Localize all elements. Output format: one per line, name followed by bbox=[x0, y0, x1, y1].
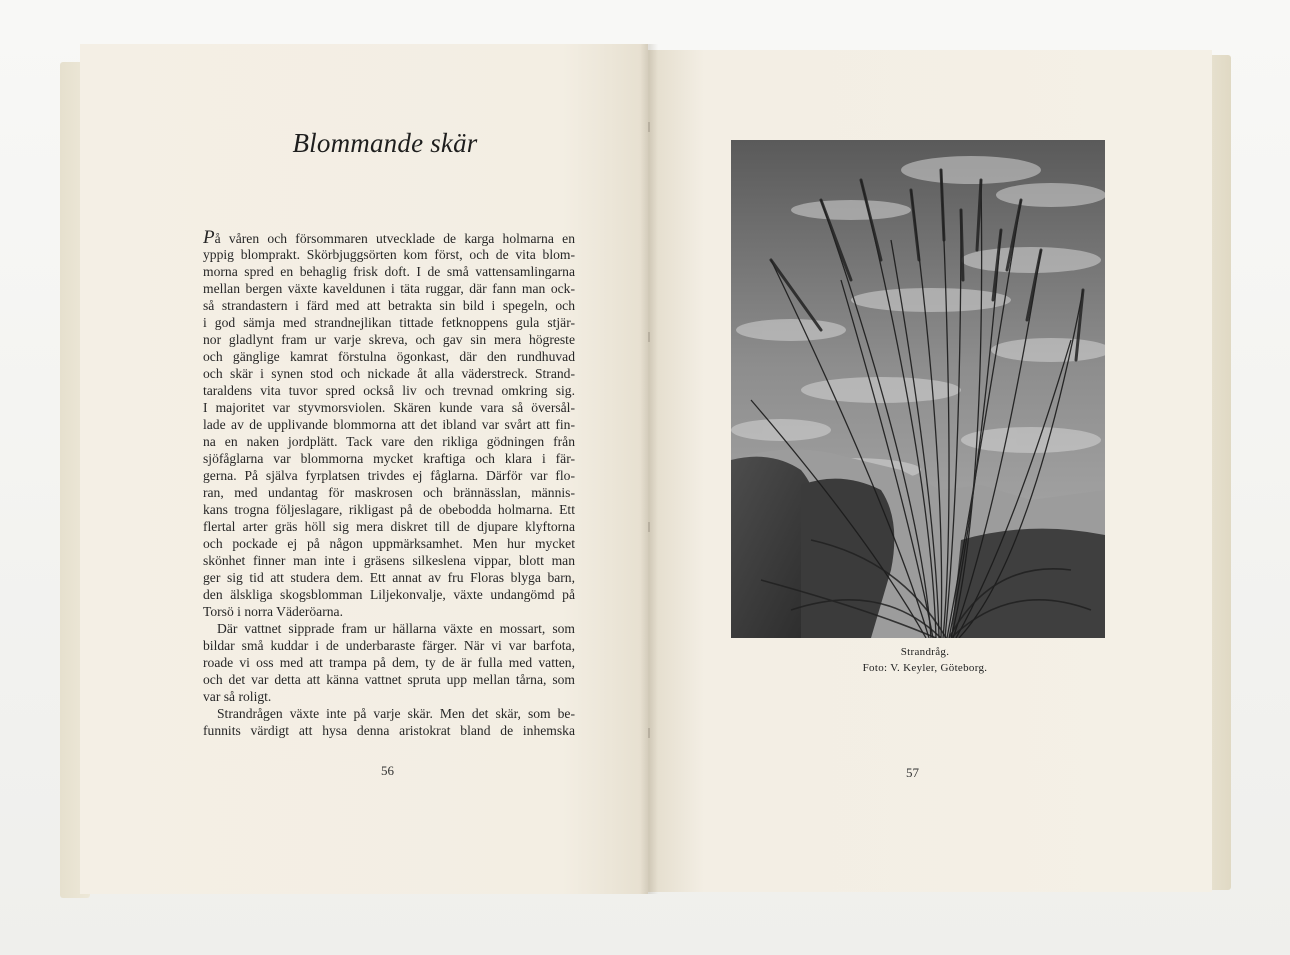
text-line: na en naken jordplätt. Tack vare den rikliga gödningen från bbox=[203, 434, 575, 449]
page-number-left: 56 bbox=[381, 763, 394, 778]
text-line: den älskliga skogsblomman Liljekonvalje, växte undangömd på bbox=[203, 587, 575, 602]
chapter-title: Blommande skär bbox=[292, 128, 478, 158]
caption-credit: Foto: V. Keyler, Göteborg. bbox=[862, 662, 988, 674]
text-line: ger sig tid att studera dem. Ett annat av fru Floras blyga barn, bbox=[203, 570, 575, 585]
text-line: bildar små kuddar i de underbaraste färger. När vi var barfota, bbox=[203, 638, 575, 653]
text-line: kans trogna följeslagare, rikligast på de obebodda holmarna. Ett bbox=[203, 502, 575, 517]
text-line-content: å våren och försommaren utvecklade de karga holmarna en bbox=[214, 231, 575, 246]
binding-stitch bbox=[648, 522, 650, 532]
text-line: morna spred en behaglig frisk doft. I de små vattensamlingarna bbox=[203, 264, 575, 279]
text-line: var så roligt. bbox=[203, 689, 272, 704]
text-line: i god sämja med strandnejlikan tittade fetknoppens gula stjär- bbox=[203, 315, 575, 330]
text-line: och skär i synen stod och nickade åt alla väderstreck. Strand- bbox=[203, 366, 575, 381]
strandrag-photo bbox=[731, 140, 1105, 638]
text-line: och pockade ej på någon uppmärksamhet. Men hur mycket bbox=[203, 536, 575, 551]
text-line: roade vi oss med att trampa på dem, ty de är fulla med vatten, bbox=[203, 655, 575, 670]
text-line: Där vattnet sipprade fram ur hällarna växte en mossart, som bbox=[217, 621, 575, 636]
text-line: nor gladlynt fram ur varje skreva, och gav sin mera högreste bbox=[203, 332, 575, 347]
binding-stitch bbox=[648, 728, 650, 738]
text-line: och gänglige kamrat förstulna ögonkast, där den rundhuvad bbox=[203, 349, 575, 364]
drop-cap: P bbox=[203, 229, 215, 246]
caption-title: Strandråg. bbox=[900, 646, 950, 658]
text-line: och det var detta att känna vattnet spruta upp mellan tårna, som bbox=[203, 672, 575, 687]
text-line: sjöfåglarna var blommorna mycket kraftiga och klara i fär- bbox=[203, 451, 575, 466]
text-line: yppig blomprakt. Skörbjuggsörten kom först, och de vita blom- bbox=[203, 247, 575, 262]
text-line: taraldens vita tuvor spred också liv och trevnad omkring sig. bbox=[203, 383, 575, 398]
text-line: gerna. På själva fyrplatsen trivdes ej fåglarna. Därför var flo- bbox=[203, 468, 575, 483]
binding-stitch bbox=[648, 122, 650, 132]
page-number-right: 57 bbox=[906, 765, 919, 780]
text-line: I majoritet var styvmorsviolen. Skären kunde vara så översål- bbox=[203, 400, 575, 415]
text-line bbox=[203, 229, 575, 246]
body-text bbox=[203, 229, 575, 739]
text-line: så strandastern i färd med att betrakta sin bild i spegeln, och bbox=[203, 298, 575, 313]
binding-stitch bbox=[648, 332, 650, 342]
text-line: mellan bergen växte kaveldunen i täta ruggar, där fann man ock- bbox=[203, 281, 575, 296]
text-line: skönhet finner man inte i gräsens silkeslena vippar, blott man bbox=[203, 553, 575, 568]
text-line: ran, med undantag för maskrosen och brännässlan, männis- bbox=[203, 485, 575, 500]
book-gutter bbox=[640, 44, 658, 894]
text-line: Strandrågen växte inte på varje skär. Men det skär, som be- bbox=[217, 706, 575, 721]
text-line: lade av de upplivande blommorna att det ibland var svårt att fin- bbox=[203, 417, 575, 432]
text-line: funnits värdigt att hysa denna aristokrat bland de inhemska bbox=[203, 723, 575, 738]
photo-caption bbox=[820, 644, 1030, 676]
text-line: flertal arter gräs höll sig mera diskret till de djupare klyftorna bbox=[203, 519, 575, 534]
text-line: Torsö i norra Väderöarna. bbox=[203, 604, 343, 619]
